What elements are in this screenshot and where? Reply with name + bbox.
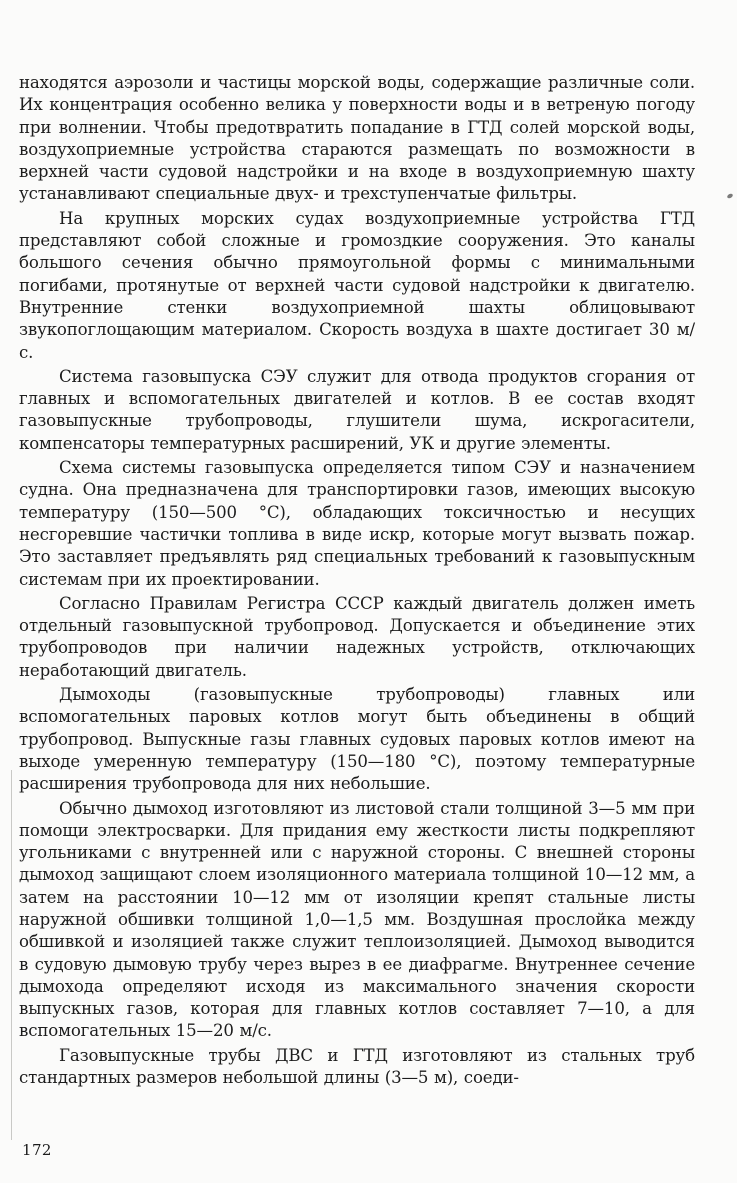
page-number: 172 [22, 1141, 52, 1159]
paragraph-3: Система газовыпуска СЭУ служит для отвода продуктов сгорания от главных и вспомогательных двигателей и котлов. В ее состав входят газовыпускные трубопроводы, глушители шума, искрогасители, компенсаторы температурных расширений, УК и другие элементы. [19, 366, 695, 453]
paragraph-4: Схема системы газовыпуска определяется типом СЭУ и назначением судна. Она предназначена для транспортировки газов, имеющих высокую температуру (150—500 °С), обладающих токсичностью и несущих несгоревшие частички топлива в виде искр, которые могут вызвать пожар. Это заставляет предъявлять ряд специальных требований к газовыпускным системам при их проектировании. [19, 458, 695, 589]
ink-speck [726, 193, 733, 199]
paragraph-1: находятся аэрозоли и частицы морской воды, содержащие различные соли. Их концентрация особенно велика у поверхности воды и в ветреную погоду при волнении. Чтобы предотвратить попадание в ГТД солей морской воды, воздухоприемные устройства стараются размещать по возможности в верхней части судовой надстройки и на входе в воздухоприемную шахту устанавливают специальные двух- и трехступенчатые фильтры. [19, 73, 695, 204]
paragraph-7: Обычно дымоход изготовляют из листовой стали толщиной 3—5 мм при помощи электросварки. Для придания ему жесткости листы подкрепляют угольниками с внутренней или с наружной стороны. С внешней стороны дымоход защищают слоем изоляционного материала толщиной 10—12 мм, а затем на расстоянии 10—12 мм от изоляции крепят стальные листы наружной обшивки толщиной 1,0—1,5 мм. Воздушная прослойка между обшивкой и изоляцией также служит теплоизоляцией. Дымоход выводится в судовую дымовую трубу через вырез в ее диафрагме. Внутреннее сечение дымохода определяют исходя из максимального значения скорости выпускных газов, которая для главных котлов составляет 7—10, а для вспомогательных 15—20 м/с. [19, 798, 695, 1041]
paragraph-5: Согласно Правилам Регистра СССР каждый двигатель должен иметь отдельный газовыпускной трубопровод. Допускается и объединение этих трубопроводов при наличии надежных устройств, отключающих неработающий двигатель. [19, 593, 695, 680]
body-text [19, 72, 695, 1089]
paragraph-6: Дымоходы (газовыпускные трубопроводы) главных или вспомогательных паровых котлов могут быть объединены в общий трубопровод. Выпускные газы главных судовых паровых котлов имеют на выходе умеренную температуру (150—180 °С), поэтому температурные расширения трубопровода для них небольшие. [19, 685, 695, 794]
paragraph-2: На крупных морских судах воздухоприемные устройства ГТД представляют собой сложные и громоздкие сооружения. Это каналы большого сечения обычно прямоугольной формы с минимальными погибами, протянутые от верхней части судовой надстройки к двигателю. Внутренние стенки воздухоприемной шахты облицовывают звукопоглощающим материалом. Скорость воздуха в шахте достигает 30 м/с. [19, 208, 695, 362]
scan-edge-line [11, 770, 12, 1140]
paragraph-8: Газовыпускные трубы ДВС и ГТД изготовляют из стальных труб стандартных размеров небольшой длины (3—5 м), соеди- [19, 1045, 695, 1088]
